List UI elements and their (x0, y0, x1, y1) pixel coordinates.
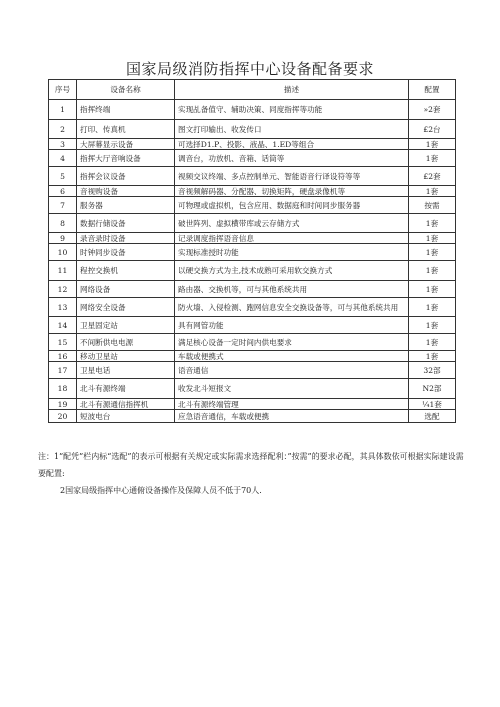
row-number: 14 (49, 317, 77, 334)
row-number: 9 (49, 233, 77, 244)
row-number: 17 (49, 362, 77, 379)
equipment-description: 以硬交换方式为主,技术成熟可采用软交换方式 (175, 261, 409, 281)
row-number: 19 (49, 399, 77, 410)
row-number: 10 (49, 244, 77, 261)
equipment-description: 满足核心设备一定时间内供电要求 (175, 334, 409, 351)
equipment-name: 不间断供电电源 (77, 334, 175, 351)
equipment-name: 服务器 (77, 197, 175, 214)
equipment-description: 音视频解码器、分配器、切换矩阵，硬盘录像机等 (175, 186, 409, 197)
equipment-name: 网络安全设备 (77, 298, 175, 317)
row-number: 7 (49, 197, 77, 214)
equipment-name: 录音录时设备 (77, 233, 175, 244)
row-number: 4 (49, 150, 77, 167)
header-config: 配置 (409, 80, 456, 100)
table-row (49, 120, 456, 139)
table-row (49, 150, 456, 167)
table-row (49, 214, 456, 233)
table-row (49, 100, 456, 120)
note-line-2: 2国家局级指挥中心通俯设备操作及保障人员不低于70人. (60, 486, 262, 495)
equipment-config: 1套 (409, 351, 456, 362)
equipment-description: 调音台，功放机、音箱、话筒等 (175, 150, 409, 167)
row-number: 13 (49, 298, 77, 317)
table-row (49, 167, 456, 186)
table-row (49, 197, 456, 214)
equipment-table (48, 79, 456, 423)
table-row (49, 186, 456, 197)
header-name: 设备名称 (77, 80, 175, 100)
equipment-config: 1套 (409, 244, 456, 261)
table-row (49, 298, 456, 317)
header-no: 序号 (49, 80, 77, 100)
equipment-config: 1套 (409, 261, 456, 281)
equipment-name: 指挥会议设备 (77, 167, 175, 186)
equipment-config: N2部 (409, 379, 456, 399)
equipment-description: 视频交议终端、多点控制单元、智能语音行译设符等等 (175, 167, 409, 186)
table-row (49, 244, 456, 261)
equipment-config: 1套 (409, 334, 456, 351)
equipment-name: 时钟同步设备 (77, 244, 175, 261)
note-line-1: 注：1”配凭”栏内标“选配”的表示可根据有关规定或实际需求选择配利：”按需”的要求必配，其具体数依可根据实际建设需要配置: (38, 452, 464, 478)
equipment-description: 记录调度指挥语音信息 (175, 233, 409, 244)
equipment-description: 实现标准授时功能 (175, 244, 409, 261)
equipment-name: 北斗有源通信指挥机 (77, 399, 175, 410)
equipment-name: 卫星固定站 (77, 317, 175, 334)
table-row (49, 351, 456, 362)
equipment-config: 1套 (409, 139, 456, 150)
table-header-row (49, 80, 456, 100)
equipment-description: 破世阵列、虚拟横带库或云存储方式 (175, 214, 409, 233)
equipment-name: 指挥终端 (77, 100, 175, 120)
equipment-config: ¼1套 (409, 399, 456, 410)
equipment-config: £2台 (409, 120, 456, 139)
equipment-name: 网络设备 (77, 281, 175, 298)
equipment-description: 应急语音通信，车载或便携 (175, 410, 409, 423)
row-number: 1 (49, 100, 77, 120)
table-row (49, 281, 456, 298)
equipment-config: 选配 (409, 410, 456, 423)
table-row (49, 334, 456, 351)
header-desc: 描述 (175, 80, 409, 100)
equipment-name: 程控交换机 (77, 261, 175, 281)
row-number: 12 (49, 281, 77, 298)
row-number: 2 (49, 120, 77, 139)
equipment-config: »2套 (409, 100, 456, 120)
equipment-config: 1套 (409, 186, 456, 197)
row-number: 5 (49, 167, 77, 186)
equipment-description: 收发北斗短报文 (175, 379, 409, 399)
equipment-config: 1套 (409, 214, 456, 233)
equipment-description: 车载或便携式 (175, 351, 409, 362)
row-number: 18 (49, 379, 77, 399)
row-number: 11 (49, 261, 77, 281)
table-row (49, 410, 456, 423)
equipment-description: 可选择D1.P、投影、液晶、1.ED等组合 (175, 139, 409, 150)
document-title: 国家局级消防指挥中心设备配备要求 (125, 60, 374, 78)
equipment-name: 北斗有源终端 (77, 379, 175, 399)
equipment-config: 1套 (409, 317, 456, 334)
equipment-description: 图文打印输出、收发传口 (175, 120, 409, 139)
row-number: 8 (49, 214, 77, 233)
equipment-description: 防火墙、入侵检测、跑网信息安全交换设备等，可与其他系统共用 (175, 298, 409, 317)
equipment-config: £2套 (409, 167, 456, 186)
notes-section (38, 448, 466, 499)
equipment-config: 32部 (409, 362, 456, 379)
equipment-description: 具有网管功能 (175, 317, 409, 334)
equipment-name: 音视购设备 (77, 186, 175, 197)
table-row (49, 399, 456, 410)
equipment-name: 数据行储设备 (77, 214, 175, 233)
table-row (49, 233, 456, 244)
equipment-description: 实现乩备值守、辅助决策、同度指挥等功能 (175, 100, 409, 120)
row-number: 15 (49, 334, 77, 351)
table-row (49, 379, 456, 399)
equipment-config: 1套 (409, 298, 456, 317)
equipment-name: 大屏幕显示设备 (77, 139, 175, 150)
table-row (49, 317, 456, 334)
equipment-config: 1套 (409, 281, 456, 298)
equipment-config: 1套 (409, 150, 456, 167)
table-row (49, 261, 456, 281)
equipment-name: 短波电台 (77, 410, 175, 423)
equipment-name: 卫星电话 (77, 362, 175, 379)
equipment-name: 移动卫星站 (77, 351, 175, 362)
row-number: 16 (49, 351, 77, 362)
equipment-config: 1套 (409, 233, 456, 244)
table-row (49, 139, 456, 150)
row-number: 20 (49, 410, 77, 423)
equipment-description: 语音通信 (175, 362, 409, 379)
equipment-description: 路由器、交换机等，可与其他系统共用 (175, 281, 409, 298)
equipment-name: 指挥大厅音响设备 (77, 150, 175, 167)
equipment-config: 按需 (409, 197, 456, 214)
row-number: 6 (49, 186, 77, 197)
equipment-description: 北斗有源终端管理 (175, 399, 409, 410)
row-number: 3 (49, 139, 77, 150)
table-row (49, 362, 456, 379)
equipment-name: 打印、传真机 (77, 120, 175, 139)
equipment-description: 可物理或虚拟机，包含应用、数据庭和时间同步服务器 (175, 197, 409, 214)
